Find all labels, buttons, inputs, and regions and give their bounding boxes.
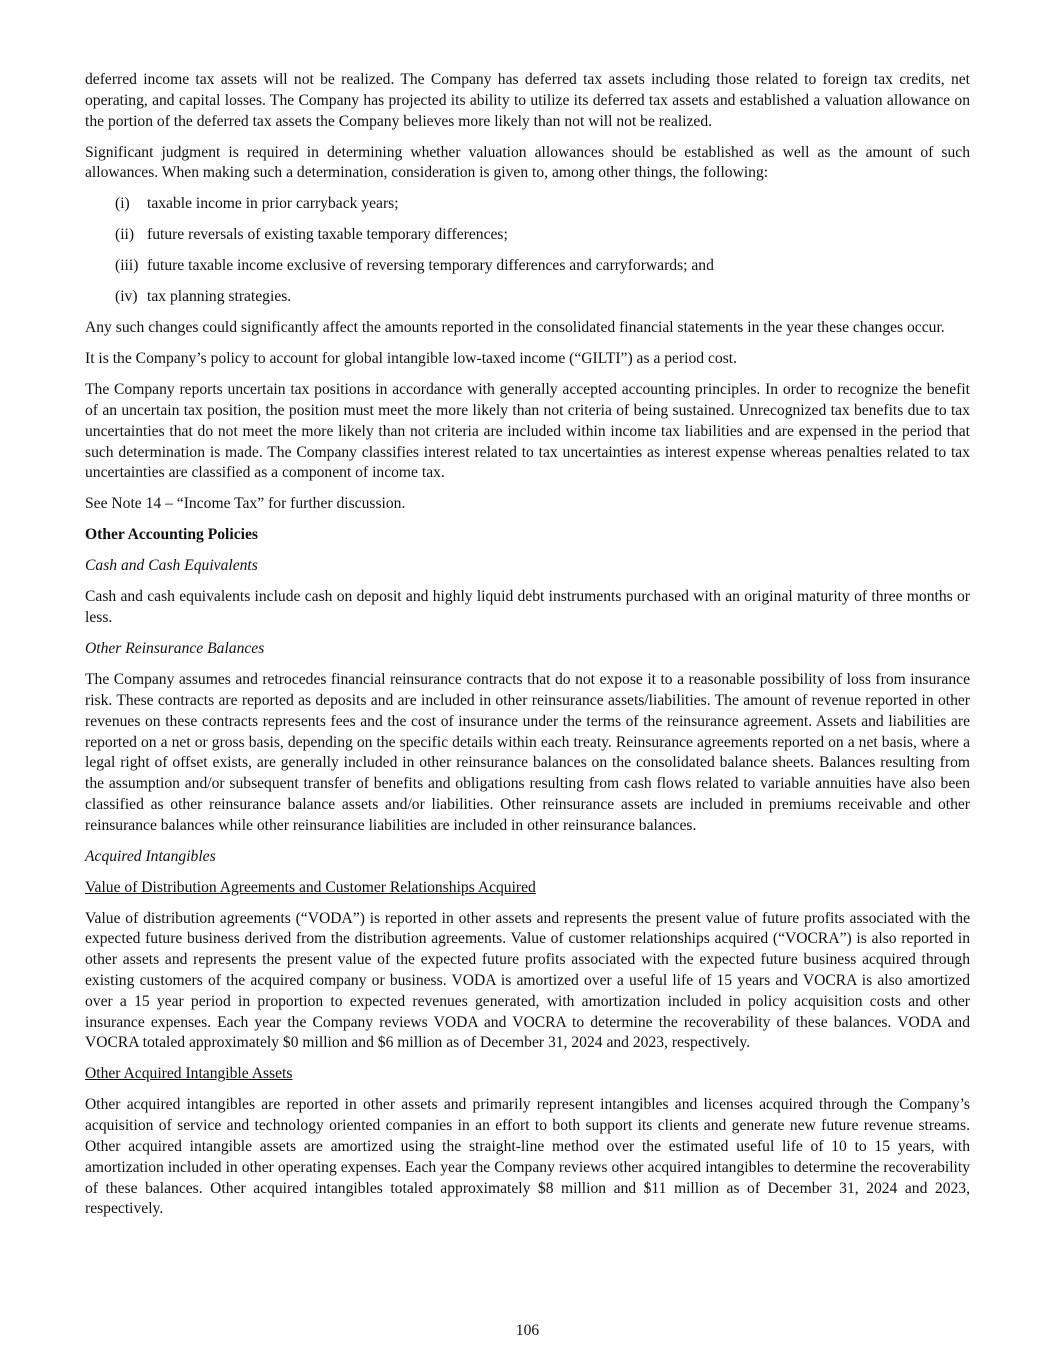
list-number: (i): [115, 195, 130, 213]
list-text: future reversals of existing taxable temporary differences;: [147, 226, 508, 244]
subsection-heading: Other Reinsurance Balances: [85, 640, 265, 658]
paragraph: Other acquired intangibles are reported in other assets and primarily represent intangibles and licenses acquired through the Company’s acquisition of service and technology oriented companies in an effort to both support its clients and generate new future revenue streams. Other acquired intangible assets are amortized using the straight-line method over the estimated useful life of 10 to 15 years, with amortization included in other operating expenses. Each year the Company reviews other acquired intangibles to determine the recoverability of these balances. Other acquired intangibles totaled approximately $8 million and $11 million as of December 31, 2024 and 2023, respectively.: [85, 1096, 970, 1218]
underlined-heading: Value of Distribution Agreements and Customer Relationships Acquired: [85, 878, 536, 896]
list-text: tax planning strategies.: [147, 288, 292, 306]
list-number: (iv): [115, 288, 138, 306]
paragraph: The Company assumes and retrocedes financial reinsurance contracts that do not expose it to a reasonable possibility of loss from insurance risk. These contracts are reported as deposits and are included in other reinsurance assets/liabilities. The amount of revenue reported in other revenues on these contracts represents fees and the cost of insurance under the terms of the reinsurance agreement. Assets and liabilities are reported on a net or gross basis, depending on the specific details within each treaty. Reinsurance agreements reported on a net basis, where a legal right of offset exists, are generally included in other reinsurance balances on the consolidated balance sheets. Balances resulting from the assumption and/or subsequent transfer of benefits and obligations resulting from cash flows related to variable annuities have also been classified as other reinsurance balance assets and/or liabilities. Other reinsurance assets are included in premiums receivable and other reinsurance balances while other reinsurance liabilities are included in other reinsurance balances.: [85, 671, 970, 834]
paragraph: The Company reports uncertain tax positions in accordance with generally accepted accounting principles. In order to recognize the benefit of an uncertain tax position, the position must meet the more likely than not criteria of being sustained. Unrecognized tax benefits due to tax uncertainties that do not meet the more likely than not criteria are included within income tax liabilities and are expensed in the period that such determination is made. The Company classifies interest related to tax uncertainties as interest expense whereas penalties related to tax uncertainties are classified as a component of income tax.: [85, 381, 970, 482]
list-item: [85, 225, 970, 246]
list-item: [85, 287, 970, 308]
paragraph: See Note 14 – “Income Tax” for further discussion.: [85, 495, 406, 513]
page-number: 106: [515, 1322, 540, 1339]
list-number: (ii): [115, 226, 135, 244]
list-text: future taxable income exclusive of reversing temporary differences and carryforwards; and: [147, 257, 714, 275]
paragraph: Significant judgment is required in determining whether valuation allowances should be established as well as the amount of such allowances. When making such a determination, consideration is given to, among other things, the following:: [85, 143, 970, 182]
section-heading: Other Accounting Policies: [85, 526, 258, 544]
paragraph: It is the Company’s policy to account for global intangible low-taxed income (“GILTI”) as a period cost.: [85, 350, 738, 368]
list-text: taxable income in prior carryback years;: [147, 195, 399, 213]
document-body: [85, 70, 970, 1230]
paragraph: Value of distribution agreements (“VODA”) is reported in other assets and represents the present value of future profits associated with the expected future business derived from the distribution agreements. Value of customer relationships acquired (“VOCRA”) is also reported in other assets and represents the present value of the expected future profits associated with the expected future business acquired through existing customers of the acquired company or business. VODA is amortized over a useful life of 15 years and VOCRA is also amortized over a 15 year period in proportion to expected revenues generated, with amortization included in policy acquisition costs and other insurance expenses. Each year the Company reviews VODA and VOCRA to determine the recoverability of these balances. VODA and VOCRA totaled approximately $0 million and $6 million as of December 31, 2024 and 2023, respectively.: [85, 909, 970, 1052]
paragraph: Cash and cash equivalents include cash on deposit and highly liquid debt instruments purchased with an original maturity of three months or less.: [85, 588, 970, 627]
list-number: (iii): [115, 257, 139, 275]
list-item: [85, 194, 970, 215]
subsection-heading: Acquired Intangibles: [85, 847, 216, 865]
paragraph: Any such changes could significantly affect the amounts reported in the consolidated financial statements in the year these changes occur.: [85, 319, 945, 337]
list-item: [85, 256, 970, 277]
subsection-heading: Cash and Cash Equivalents: [85, 557, 258, 575]
underlined-heading: Other Acquired Intangible Assets: [85, 1065, 293, 1083]
paragraph: deferred income tax assets will not be realized. The Company has deferred tax assets including those related to foreign tax credits, net operating, and capital losses. The Company has projected its ability to utilize its deferred tax assets and established a valuation allowance on the portion of the deferred tax assets the Company believes more likely than not will not be realized.: [85, 71, 970, 130]
